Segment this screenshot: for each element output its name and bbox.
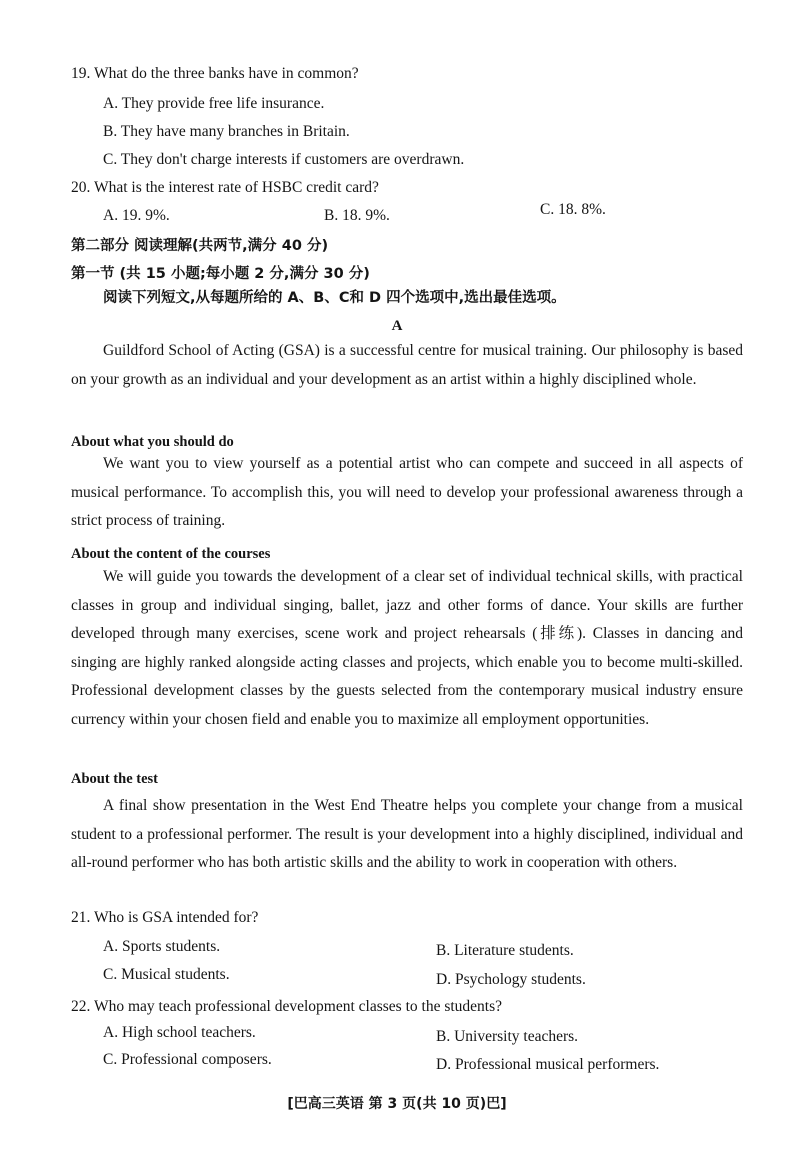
question-20-option-c: C. 18. 8%. bbox=[540, 201, 606, 218]
passage-heading-test: About the test bbox=[71, 771, 158, 787]
passage-paragraph-1: We want you to view yourself as a potential artist who can compete and succeed in all aspects of musical performance. To accomplish this, you will need to develop your professional awareness through a strict process of training. bbox=[71, 455, 743, 530]
part-title: 第一节 (共 15 小题;每小题 2 分,满分 30 分) bbox=[71, 266, 370, 282]
question-22-option-d: D. Professional musical performers. bbox=[436, 1056, 660, 1073]
question-22-stem: 22. Who may teach professional development classes to the students? bbox=[71, 998, 503, 1015]
passage-heading-course-content: About the content of the courses bbox=[71, 546, 271, 562]
question-21-option-d: D. Psychology students. bbox=[436, 971, 586, 988]
section-title: 第二部分 阅读理解(共两节,满分 40 分) bbox=[71, 238, 329, 254]
passage-heading-what-to-do: About what you should do bbox=[71, 434, 234, 450]
reading-instruction: 阅读下列短文,从每题所给的 A、B、C和 D 四个选项中,选出最佳选项。 bbox=[103, 290, 566, 306]
question-21-stem: 21. Who is GSA intended for? bbox=[71, 909, 259, 926]
page-footer: [巴高三英语 第 3 页(共 10 页)巴] bbox=[287, 1096, 507, 1112]
passage-label: A bbox=[391, 318, 403, 334]
question-20-option-a: A. 19. 9%. bbox=[103, 207, 170, 224]
question-19-option-a: A. They provide free life insurance. bbox=[103, 95, 325, 112]
question-19-option-c: C. They don't charge interests if customers are overdrawn. bbox=[103, 151, 465, 168]
question-19-stem: 19. What do the three banks have in common? bbox=[71, 65, 359, 82]
passage-intro: Guildford School of Acting (GSA) is a successful centre for musical training. Our philosophy is based on your growth as an individual and your development as an artist within a highly disciplined whole. bbox=[71, 342, 743, 388]
question-21-option-b: B. Literature students. bbox=[436, 942, 574, 959]
passage-paragraph-3: A final show presentation in the West End Theatre helps you complete your change from a musical student to a professional performer. The result is your development into a highly disciplined, individual and all-round performer who has both artistic skills and the ability to work in cooperation with others. bbox=[71, 797, 743, 872]
question-21-option-a: A. Sports students. bbox=[103, 938, 221, 955]
question-20-stem: 20. What is the interest rate of HSBC credit card? bbox=[71, 179, 379, 196]
question-19-option-b: B. They have many branches in Britain. bbox=[103, 123, 350, 140]
question-20-option-b: B. 18. 9%. bbox=[324, 207, 390, 224]
question-22-option-c: C. Professional composers. bbox=[103, 1051, 272, 1068]
question-22-option-a: A. High school teachers. bbox=[103, 1024, 256, 1041]
passage-paragraph-2: We will guide you towards the development of a clear set of individual technical skills, with practical classes in group and individual singing, ballet, jazz and other forms of dance. Your skills are further developed through many exercises, scene work and project rehearsals (排练). Classes in dancing and singing are highly ranked alongside acting classes and projects, which enable you to become multi-skilled. Professional development classes by the guests selected from the contemporary musical industry ensure currency within your chosen field and enable you to maximize all employment opportunities. bbox=[71, 568, 743, 728]
question-21-option-c: C. Musical students. bbox=[103, 966, 230, 983]
question-22-option-b: B. University teachers. bbox=[436, 1028, 579, 1045]
